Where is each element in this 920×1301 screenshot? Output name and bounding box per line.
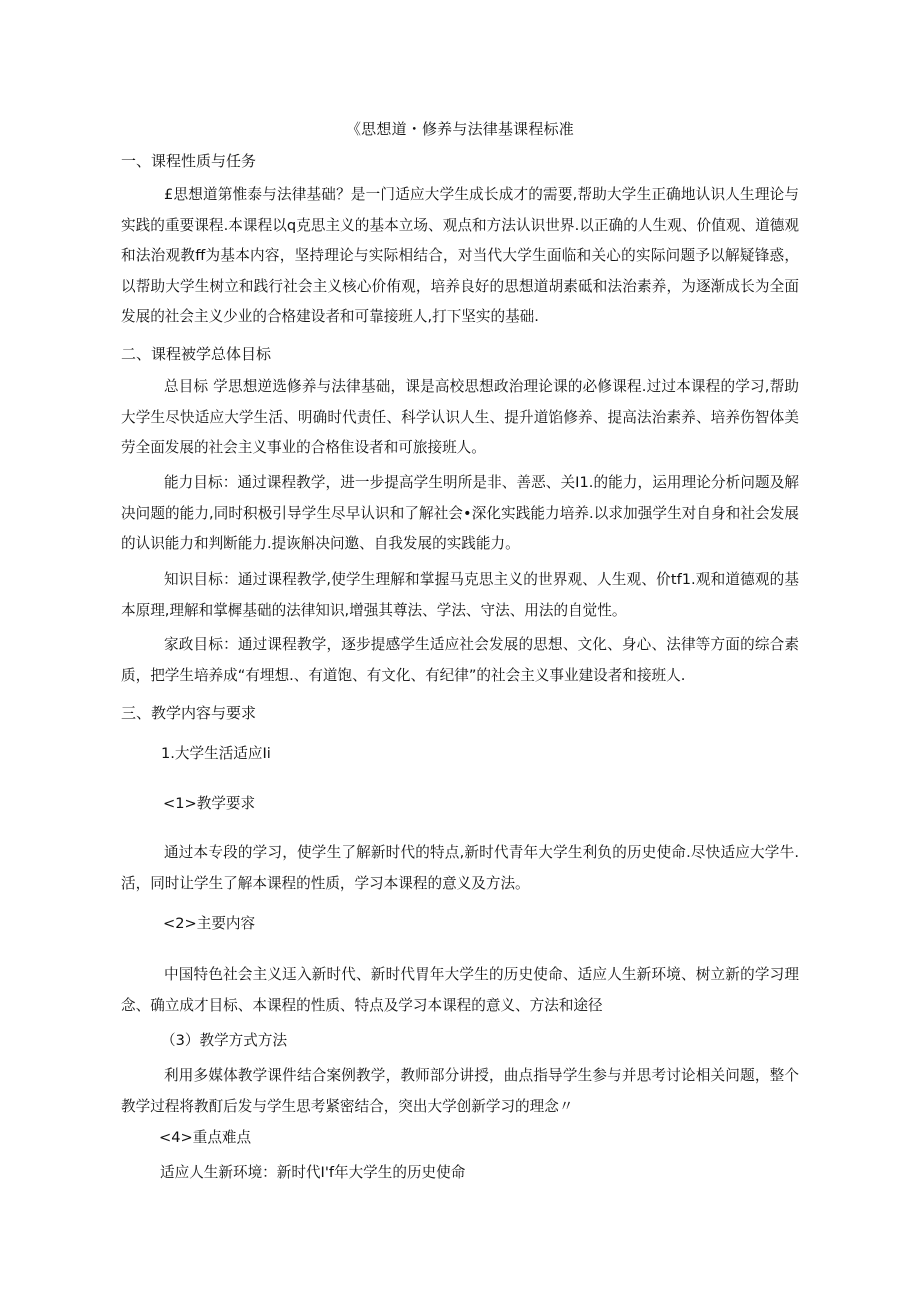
subheading-teaching-requirements: <1>教学要求 xyxy=(163,795,256,812)
subheading-main-content: <2>主要内容 xyxy=(163,915,256,932)
paragraph-ability-goal: 能力目标：通过课程教学，进一步提高学生明所是非、善恶、关I1.的能力，运用理论分析问题及解决问题的能力,同时积极引导学生尽早认识和了解社会•深化实践能力培养.以求加强学生对自身和社会发展的认识能力和判断能力.提诙斛决问邀、自我发展的实践能力。 xyxy=(121,474,799,552)
subheading-teaching-methods: （3）教学方式方法 xyxy=(161,1032,288,1049)
paragraph-main-content: 中国特色社会主义迋入新时代、新时代胃年大学生的历史使命、适应人生新环境、树立新的学习理念、确立成才目标、本课程的性质、特点及学习本课程的意义、方法和途径 xyxy=(121,966,799,1014)
subheading-key-points: <4>重点难点 xyxy=(159,1129,252,1146)
paragraph-knowledge-goal: 知识目标：通过课程教学,使学生理解和掌握马克思主义的世界观、人生观、价tf1.观和道德观的基本原理,理解和掌樨基础的法律知识,增强其尊法、学法、守法、用法的自觉性。 xyxy=(121,571,799,619)
paragraph-key-points: 适应人生新环境：新时代I'f年大学生的历史使命 xyxy=(160,1164,466,1181)
paragraph-teaching-methods: 利用多媒体教学课件结合案例教学，教师部分讲授，曲点指导学生参与并思考讨论相关问题，整个教学过程将教酊后发与学生思考紧密结合，突出大学创新学习的理念〃 xyxy=(121,1067,799,1115)
document-title: 《思想道・修养与法律基课程标准 xyxy=(345,120,574,138)
section-heading-course-nature: 一、课程性质与任务 xyxy=(121,152,257,170)
paragraph-teaching-requirements: 通过本专段的学习，使学生了解新时代的特点,新时代青年大学生利负的历史使命.尽快适应大学牛.活，同时让学生了解本课程的性质，学习本课程的意义及方法。 xyxy=(121,844,799,892)
paragraph-course-nature: £思想道第惟泰与法律基础？是一门适应大学生成长成才的需要,帮助大学生正确地认识人生理论与实践的重要课程.本课程以q克思主义的基本立场、观点和方法认识世界.以正确的人生观、价值观、道德观和法治观教ff为基本内容，坚持理论与实际相结合，对当代大学生面临和关心的实际问题予以解疑锋惑，以帮助大学生树立和践行社会主义核心价侑观，培养良好的思想道胡素砥和法治素养，为逐渐成长为全面发展的社会主义少业的合格建设者和可靠接班人,打下坚实的基础. xyxy=(121,186,799,325)
unit-heading-college-life: 1.大学生活适应Ii xyxy=(161,745,271,762)
paragraph-quality-goal: 家政目标：通过课程教学，逐步提感学生适应社会发展的思想、文化、身心、法律等方面的综合素质，把学生培养成“有埋想.、有道饱、有文化、有纪律”的社会主义事业建设者和接班人. xyxy=(121,636,799,684)
section-heading-teaching-content: 三、教学内容与要求 xyxy=(121,704,257,722)
paragraph-overall-goal: 总目标 学思想逆选修养与法律基础，课是高校思想政治理论课的必修课程.过过本课程的学习,帮助大学生尽快适应大学生活、明确时代责任、科学认识人生、提升道馅修养、提高法治素养、培养伤智体美劳全面发展的社会主义事业的合格隹设者和可旅接班人。 xyxy=(121,378,799,456)
section-heading-teaching-goals: 二、课程被学总体目标 xyxy=(121,345,272,363)
